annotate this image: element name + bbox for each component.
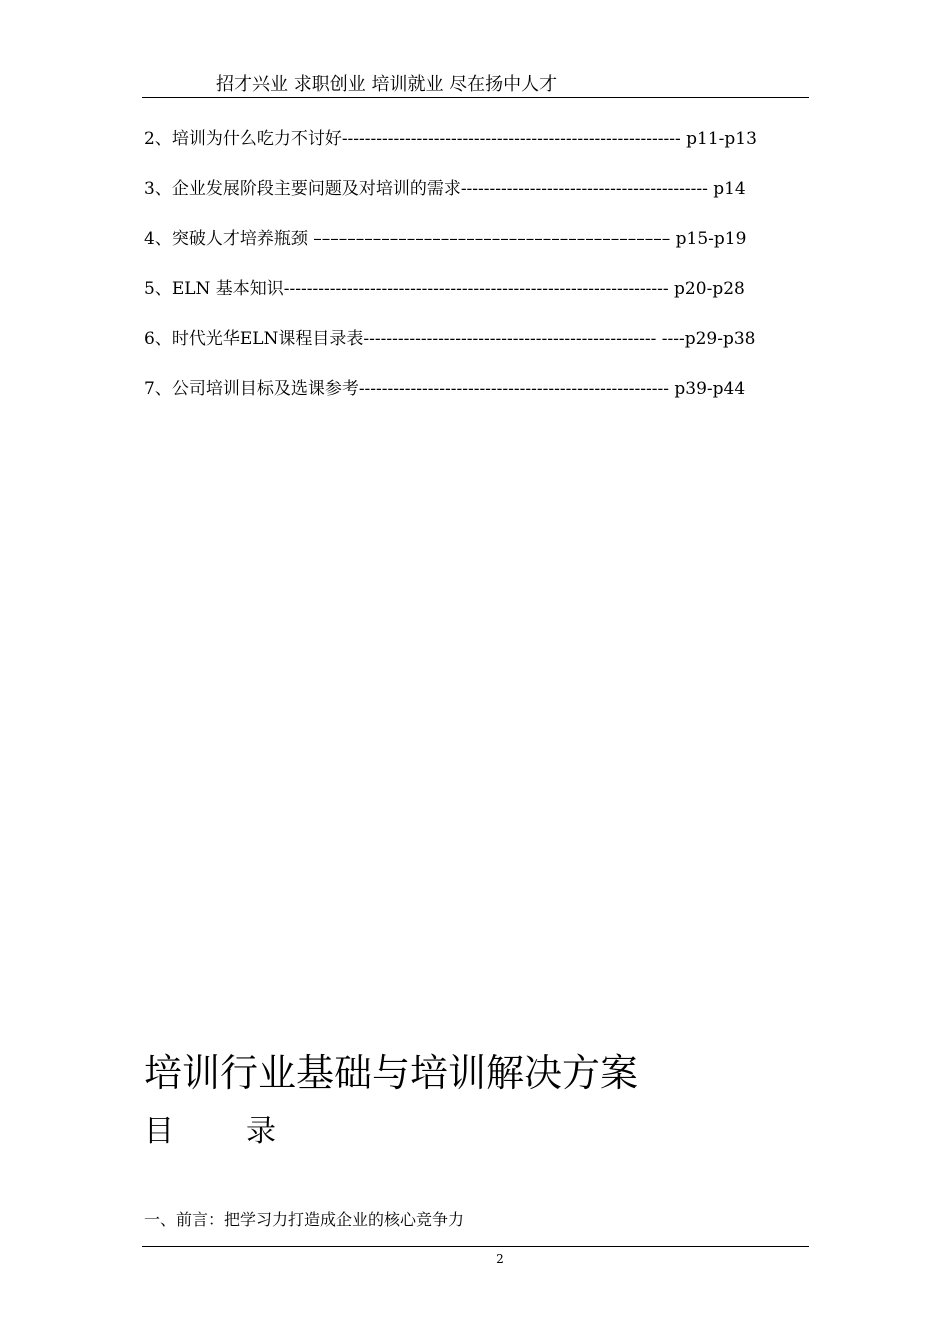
toc-heading-char-2: 录 [246,1114,276,1149]
toc-entry-4[interactable]: 4、突破人才培养瓶颈 –––––––––––––––––––––––––––––––––––––––––– p15-p19 [144,229,747,249]
document-title: 培训行业基础与培训解决方案 [144,1051,639,1095]
toc-heading-char-1: 目 [144,1114,174,1149]
toc-heading [144,1106,276,1150]
toc-entry-preface[interactable]: 一、前言：把学习力打造成企业的核心竞争力 [144,1210,465,1229]
toc-entry-7[interactable]: 7、公司培训目标及选课参考------------------------------------------------------ p39-p44 [144,379,746,399]
page-header-slogan: 招才兴业 求职创业 培训就业 尽在扬中人才 [216,74,558,95]
toc-entry-5[interactable]: 5、ELN 基本知识------------------------------------------------------------------- p20-p28 [144,279,745,299]
page-number: 2 [496,1252,504,1266]
toc-entry-2[interactable]: 2、培训为什么吃力不讨好----------------------------------------------------------- p11-p13 [144,129,757,149]
toc-entry-6[interactable]: 6、时代光华ELN课程目录表--------------------------------------------------- ----p29-p38 [144,329,756,349]
footer-divider [142,1246,809,1247]
header-divider [142,97,809,98]
toc-entry-3[interactable]: 3、企业发展阶段主要问题及对培训的需求------------------------------------------- p14 [144,179,746,199]
